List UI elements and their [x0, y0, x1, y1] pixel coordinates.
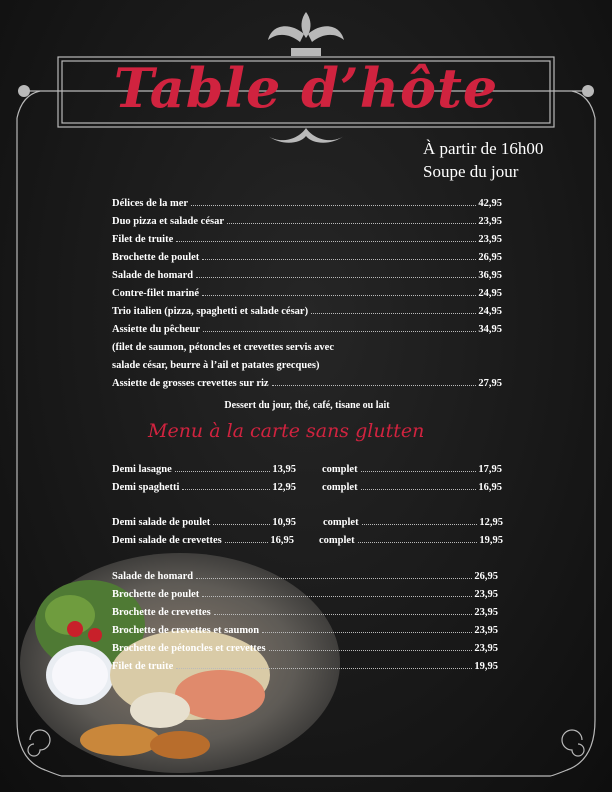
gf-item-price: 16,95	[270, 535, 294, 546]
menu-item	[112, 198, 502, 209]
gf-item	[112, 643, 498, 654]
gf-half-item	[112, 482, 296, 493]
leader-dots	[214, 614, 473, 615]
gf-half-item	[112, 535, 294, 546]
menu-item-price: 24,95	[478, 288, 502, 299]
menu-item-name: Assiette du pêcheur	[112, 324, 201, 335]
gf-item-name: Brochette de pétoncles et crevettes	[112, 643, 266, 654]
gf-item-price: 23,95	[474, 589, 498, 600]
menu-item-name: Assiette de grosses crevettes sur riz	[112, 378, 269, 389]
gf-item-price: 23,95	[474, 625, 498, 636]
leader-dots	[176, 241, 476, 242]
leader-dots	[182, 489, 270, 490]
gf-item-price: 10,95	[272, 517, 296, 528]
leader-dots	[213, 524, 270, 525]
info-soup: Soupe du jour	[423, 162, 519, 181]
leader-dots	[202, 295, 476, 296]
gf-full-price: 12,95	[479, 517, 503, 528]
leader-dots	[362, 524, 478, 525]
menu-item	[112, 270, 502, 281]
gf-full-label: complet	[323, 517, 359, 528]
menu-item	[112, 378, 502, 389]
menu-item-price: 23,95	[478, 234, 502, 245]
gf-item-price: 13,95	[272, 464, 296, 475]
gf-item-name: Demi spaghetti	[112, 482, 180, 493]
leader-dots	[262, 632, 472, 633]
gf-full-item	[323, 517, 503, 528]
gf-item-price: 23,95	[474, 607, 498, 618]
leader-dots	[272, 385, 477, 386]
leader-dots	[203, 331, 476, 332]
gf-full-price: 17,95	[478, 464, 502, 475]
menu-item-name: Salade de homard	[112, 270, 194, 281]
gf-item-name: Brochette de crevettes et saumon	[112, 625, 260, 636]
gf-full-price: 16,95	[478, 482, 502, 493]
gluten-free-title: Menu à la carte sans glutten	[148, 420, 425, 442]
menu-item	[112, 306, 502, 317]
menu-item-name: Brochette de poulet	[112, 252, 200, 263]
gf-item-name: Filet de truite	[112, 661, 174, 672]
menu-item-name: Filet de truite	[112, 234, 174, 245]
menu-item-name: Contre-filet mariné	[112, 288, 199, 299]
leader-dots	[191, 205, 476, 206]
menu-item	[112, 324, 502, 335]
leader-dots	[176, 668, 472, 669]
gf-item-name: Brochette de poulet	[112, 589, 200, 600]
gf-half-item	[112, 517, 296, 528]
gf-item	[112, 625, 498, 636]
menu-item	[112, 216, 502, 227]
menu-item-detail: (filet de saumon, pétoncles et crevettes servis avec	[112, 342, 334, 353]
gf-full-price: 19,95	[479, 535, 503, 546]
info-hours: À partir de 16h00	[423, 139, 544, 158]
gf-item-name: Demi lasagne	[112, 464, 172, 475]
menu-item-detail: salade césar, beurre à l’ail et patates grecques)	[112, 360, 320, 371]
leader-dots	[175, 471, 271, 472]
menu-item-name: Délices de la mer	[112, 198, 189, 209]
gf-item	[112, 589, 498, 600]
gf-item-name: Brochette de crevettes	[112, 607, 211, 618]
gf-full-item	[322, 464, 502, 475]
menu-item-price: 42,95	[478, 198, 502, 209]
leader-dots	[196, 578, 472, 579]
fleur-ornament-icon	[268, 12, 344, 56]
leader-dots	[196, 277, 476, 278]
gf-item-name: Demi salade de crevettes	[112, 535, 222, 546]
menu-item-price: 23,95	[478, 216, 502, 227]
gf-full-label: complet	[319, 535, 355, 546]
menu-item	[112, 252, 502, 263]
leader-dots	[202, 596, 472, 597]
menu-item-price: 24,95	[478, 306, 502, 317]
menu-item-name: Trio italien (pizza, spaghetti et salade césar)	[112, 306, 309, 317]
dessert-note: Dessert du jour, thé, café, tisane ou lait	[224, 400, 390, 411]
leader-dots	[202, 259, 476, 260]
leader-dots	[225, 542, 269, 543]
gf-full-item	[319, 535, 503, 546]
leader-dots	[269, 650, 473, 651]
gf-item	[112, 571, 498, 582]
menu-item	[112, 234, 502, 245]
page-title: Table d’hôte	[113, 56, 499, 120]
leader-dots	[311, 313, 476, 314]
menu-item-price: 36,95	[478, 270, 502, 281]
menu-item-name: Duo pizza et salade césar	[112, 216, 224, 227]
gf-item	[112, 661, 498, 672]
title-flourish-icon	[268, 128, 344, 143]
gf-item	[112, 607, 498, 618]
gf-item-name: Salade de homard	[112, 571, 194, 582]
gf-full-item	[322, 482, 502, 493]
leader-dots	[227, 223, 476, 224]
gf-item-price: 26,95	[474, 571, 498, 582]
gf-full-label: complet	[322, 464, 358, 475]
leader-dots	[361, 471, 477, 472]
menu-item-price: 26,95	[478, 252, 502, 263]
menu-item-price: 34,95	[478, 324, 502, 335]
leader-dots	[361, 489, 477, 490]
gf-item-price: 19,95	[474, 661, 498, 672]
leader-dots	[358, 542, 478, 543]
menu-item	[112, 288, 502, 299]
gf-full-label: complet	[322, 482, 358, 493]
gf-item-name: Demi salade de poulet	[112, 517, 211, 528]
gf-item-price: 23,95	[474, 643, 498, 654]
menu-item-price: 27,95	[478, 378, 502, 389]
gf-half-item	[112, 464, 296, 475]
gf-item-price: 12,95	[272, 482, 296, 493]
